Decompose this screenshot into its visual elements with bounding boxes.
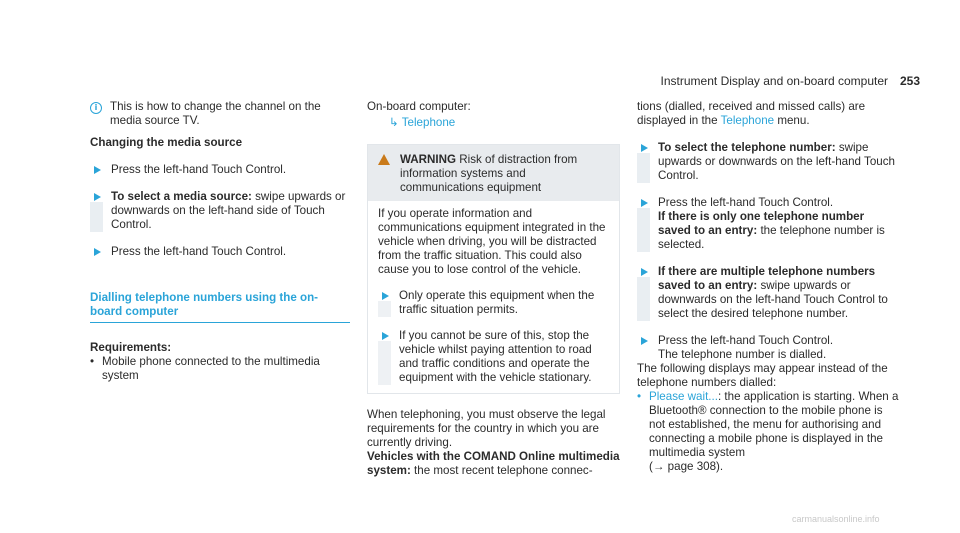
submenu-arrow-icon: ↳ [389,116,399,129]
step-bold: If there is only one telephone number saved to an entry: [658,210,865,237]
telephoning-note: When telephoning, you must observe the legal requirements for the country in which you are currently driving. [367,408,606,449]
section-title-line-1: Dialling telephone numbers using the on- [90,291,319,304]
status-bullet [637,390,899,474]
info-note-text: This is how to change the channel on the media source TV. [110,100,321,127]
intro-end: menu. [774,114,810,127]
warning-step-2 [378,329,609,385]
warning-step-1 [378,289,609,317]
step-press-control [637,196,899,252]
step-bold: If there are multiple telephone numbers saved to an entry: [658,265,876,292]
step-arrow-icon [641,144,648,152]
step-arrow-icon [382,292,389,300]
step-arrow-icon [94,166,101,174]
step-result: The telephone number is dialled. [658,348,827,361]
telephone-menu-link: Telephone [720,114,775,127]
step-text: swipe upwards or downwards on the left-hand Touch Control to select the desired telephone number. [658,279,888,320]
step-dial [637,334,899,362]
warning-label: WARNING [400,153,457,166]
column-3 [637,100,899,474]
warning-triangle-icon [378,154,390,165]
watermark: carmanualsonline.info [792,514,880,524]
changing-media-heading: Changing the media source [90,136,243,149]
step-text: the telephone number is selected. [658,224,885,251]
step-multiple-numbers [637,265,899,321]
step-text: swipe upwards or downwards on the left-hand side of Touch Control. [111,190,346,231]
step-text: If you cannot be sure of this, stop the vehicle whilst paying attention to road and traffic conditions and operate the equipment with the vehicle stationary. [399,329,592,384]
step-bold: To select the telephone number: [658,141,836,154]
step-arrow-icon [641,268,648,276]
column-1 [90,100,350,383]
step-text: Press the left-hand Touch Control. [111,245,287,258]
requirements-label: Requirements: [90,341,172,354]
step-3 [90,245,350,259]
step-text: Press the left-hand Touch Control. [658,334,834,347]
column-2 [367,100,620,478]
info-note [90,100,350,128]
onboard-label: On-board computer: [367,100,471,113]
step-arrow-icon [641,337,648,345]
step-select-number [637,141,899,183]
step-1 [90,163,350,177]
step-2 [90,190,350,232]
page-number: 253 [899,74,920,88]
page-reference: (→ page 308). [649,460,724,473]
section-title-line-2: board computer [90,305,179,318]
requirement-item [90,355,350,383]
bullet-text: : the application is starting. When a Bluetooth® connection to the mobile phone is not established, the menu for authorising and connecting a mobile phone is displayed in the multimedia system [649,390,899,459]
intro-text: tions (dialled, received and missed calls) are displayed in the [637,100,866,127]
requirement-text: Mobile phone connected to the multimedia system [102,355,320,382]
step-text: Press the left-hand Touch Control. [658,196,834,209]
info-icon: i [90,102,102,114]
vehicles-text: the most recent telephone connec- [410,464,593,477]
step-text: Press the left-hand Touch Control. [111,163,287,176]
step-arrow-icon [641,199,648,207]
bullet-icon: • [637,390,642,403]
running-header-title: Instrument Display and on-board computer [660,74,888,88]
step-arrow-icon [94,248,101,256]
warning-title: Risk of distraction from information systems and communications equipment [400,153,578,194]
step-text: Only operate this equipment when the traffic situation permits. [399,289,595,316]
vehicles-bold: Vehicles with the COMAND Online multimedia system: [367,450,620,477]
step-bold: To select a media source: [111,190,252,203]
warning-body: If you operate information and communications equipment integrated in the vehicle when driving, you will be distracted from the traffic situation. This could also cause you to lose control of the vehicle. [378,207,606,276]
bullet-icon: • [90,355,95,368]
step-arrow-icon [382,332,389,340]
step-arrow-icon [94,193,101,201]
following-displays: The following displays may appear instead of the telephone numbers dialled: [637,362,888,389]
section-heading [90,291,350,323]
nav-telephone: Telephone [401,116,456,129]
step-text: swipe upwards or downwards on the left-hand Touch Control. [658,141,895,182]
please-wait-status: Please wait... [649,390,718,403]
warning-box [367,144,620,394]
